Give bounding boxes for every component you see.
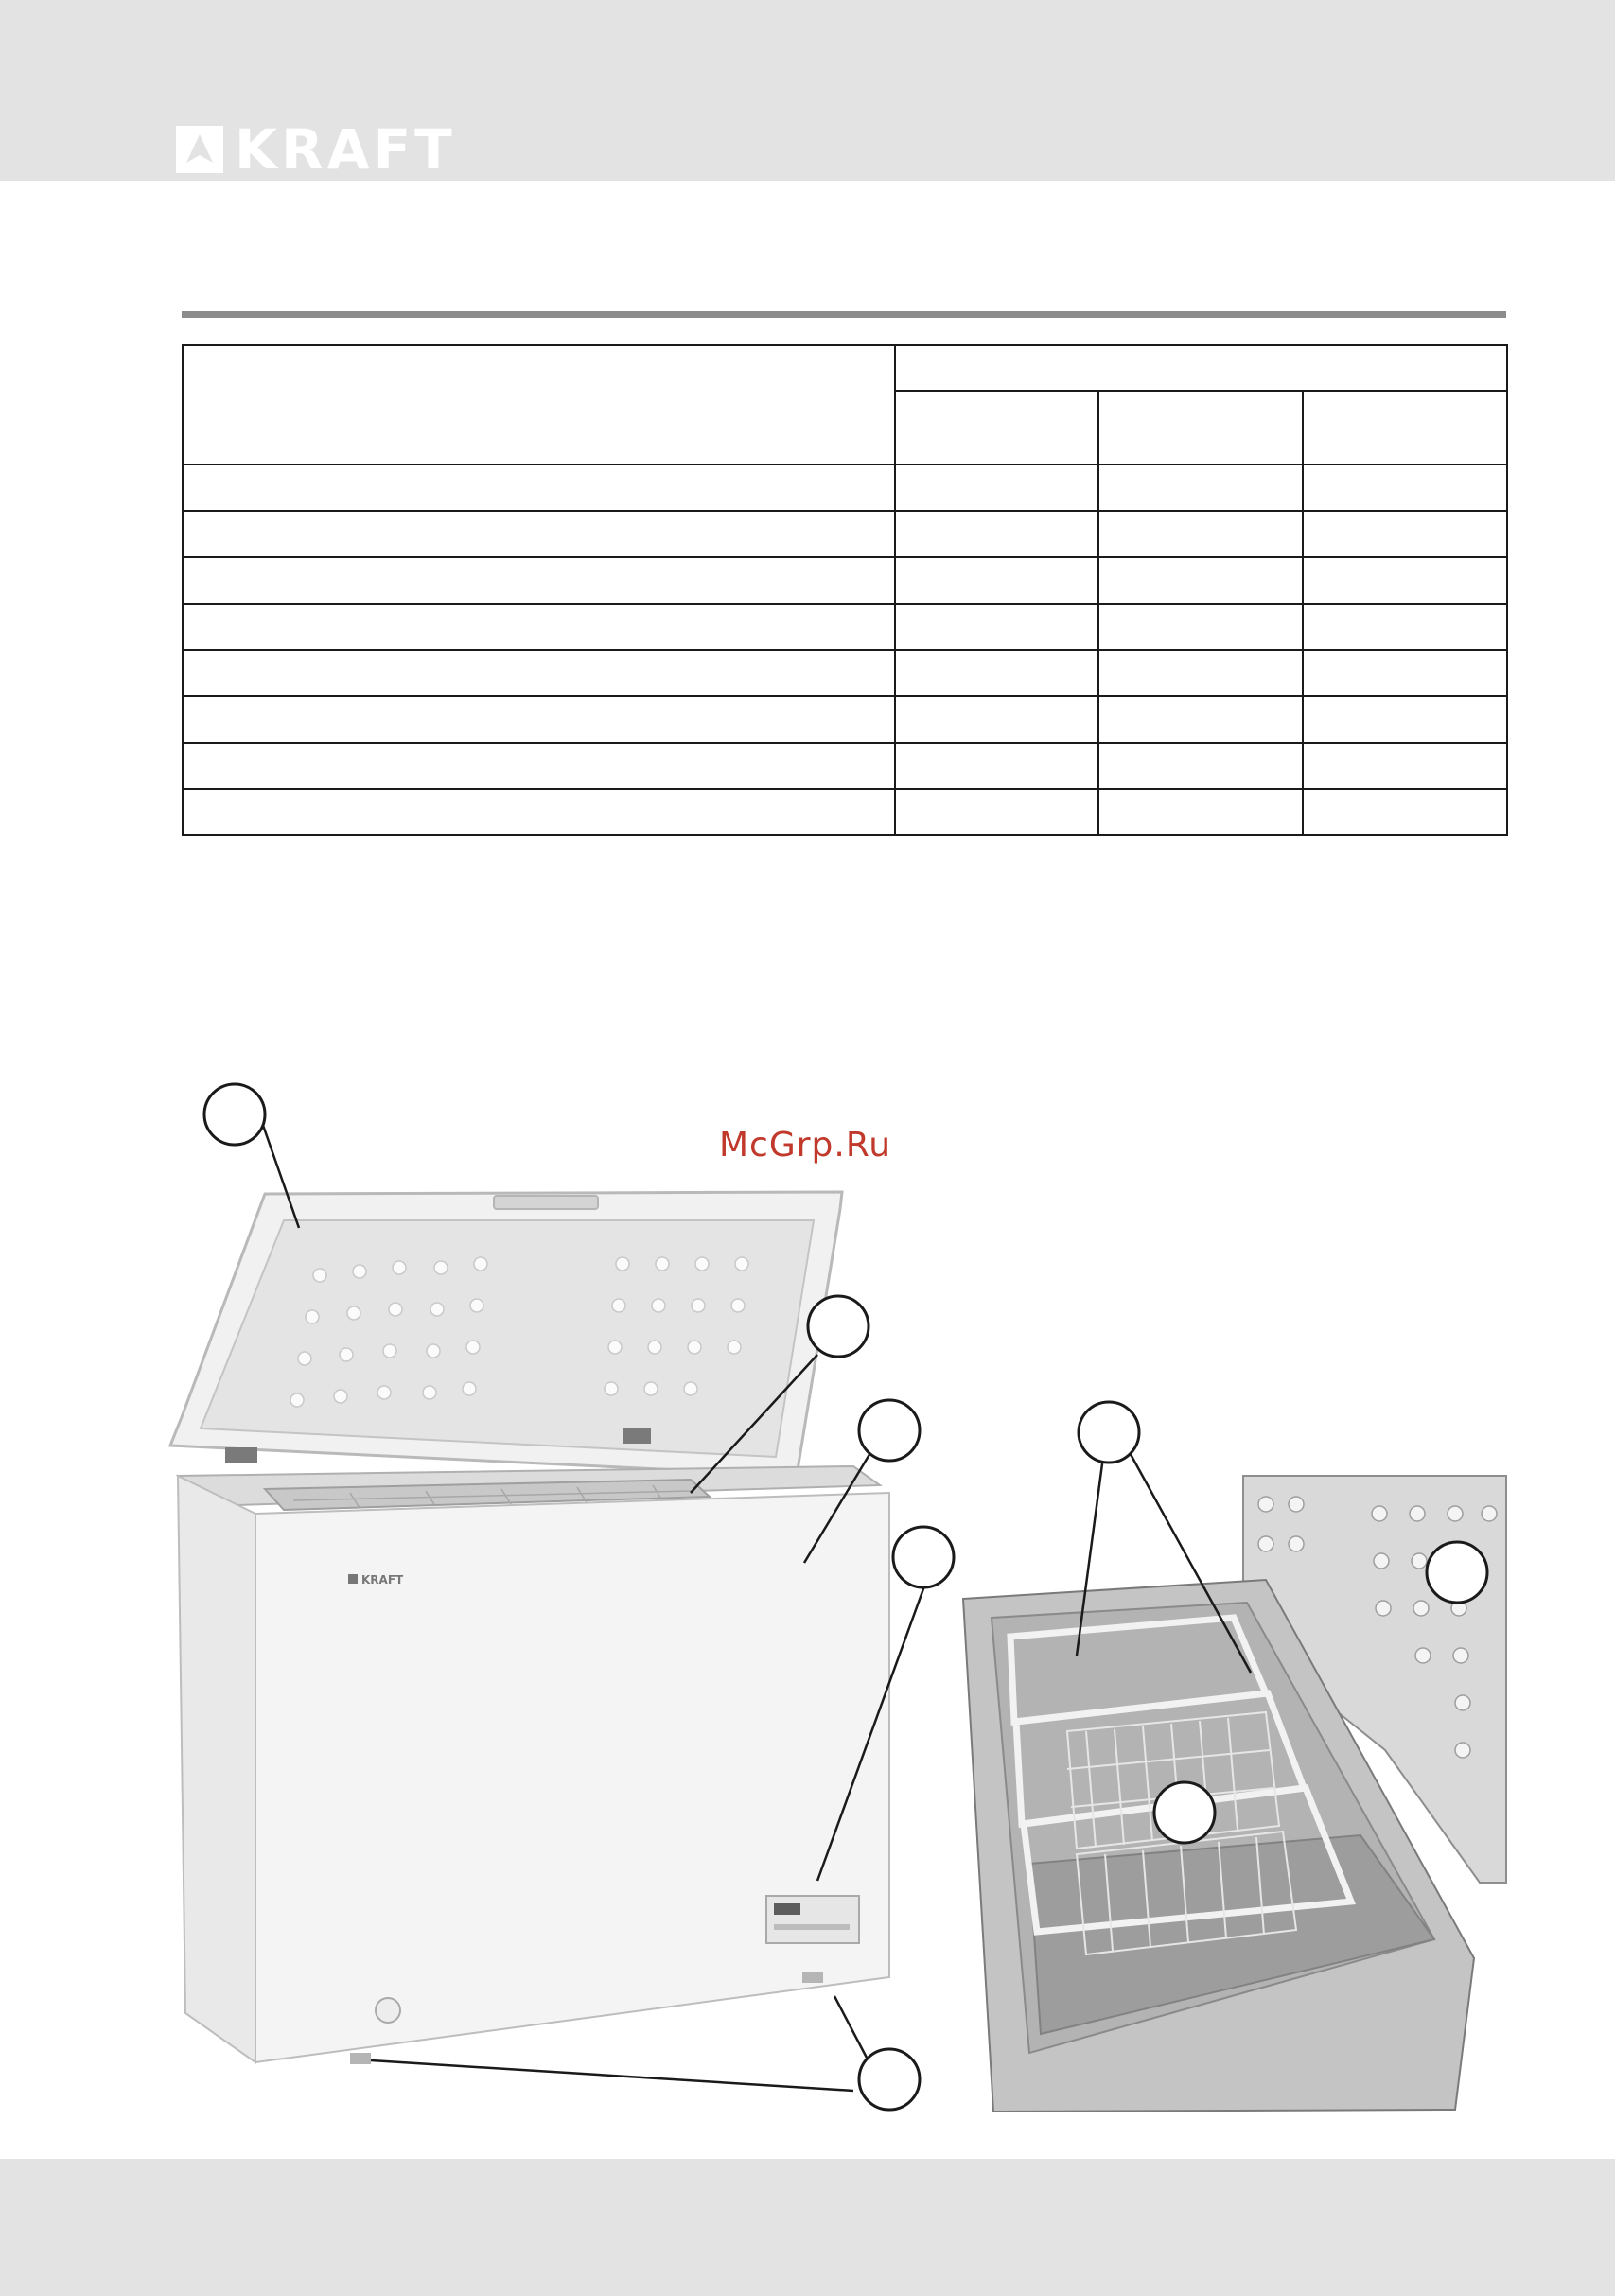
table-cell [1303,650,1507,696]
kraft-logo [176,117,456,182]
table-cell [895,464,1098,511]
section-rule [182,311,1506,318]
table-cell [1098,464,1303,511]
table-cell [183,557,895,604]
table-cell [1303,511,1507,557]
freezer-photo [161,1069,956,2124]
callout-circle [808,1296,869,1357]
table-cell [1303,464,1507,511]
table-cell [183,743,895,789]
freezer-lid [170,1192,842,1476]
brand-name: KRAFT [235,117,456,182]
spec-table [182,344,1508,836]
table-cell [1303,743,1507,789]
table-cell [895,511,1098,557]
watermark: McGrp.Ru [719,1126,892,1165]
table-row [183,743,1507,789]
callout-circle [1154,1782,1215,1843]
table-cell [183,696,895,743]
table-cell [183,604,895,650]
table-cell [895,650,1098,696]
kraft-logo-icon [176,126,223,173]
table-cell [895,604,1098,650]
callout-circle [1079,1402,1139,1463]
callout-circle [893,1527,954,1587]
front-brand-label: KRAFT [361,1573,404,1586]
table-cell [183,789,895,835]
table-cell [183,511,895,557]
table-header-cell [183,345,895,464]
callout-circle [204,1084,265,1145]
table-header-cell [895,345,1507,391]
front-logo-icon [348,1574,358,1584]
header-band [0,0,1615,181]
interior-photo [954,1107,1512,2117]
table-header-cell [895,391,1098,464]
table-cell [1098,743,1303,789]
table-header-cell [1098,391,1303,464]
table-cell [1098,557,1303,604]
table-row [183,464,1507,511]
table-cell [895,696,1098,743]
control-panel [766,1896,859,1943]
table-cell [183,650,895,696]
table-cell [1098,789,1303,835]
table-cell [895,743,1098,789]
table-cell [1303,789,1507,835]
table-cell [895,557,1098,604]
callout-circle [1427,1542,1487,1603]
table-cell [1303,604,1507,650]
table-cell [183,464,895,511]
table-row [183,789,1507,835]
table-row [183,511,1507,557]
table-row [183,650,1507,696]
callout-circle [859,2049,920,2110]
table-header-cell [1303,391,1507,464]
table-cell [1303,557,1507,604]
table-row [183,696,1507,743]
table-cell [1098,696,1303,743]
table-row [183,604,1507,650]
table-header-row [183,345,1507,391]
table-row [183,557,1507,604]
table-cell [1098,511,1303,557]
table-cell [1098,604,1303,650]
callout-circle [859,1400,920,1461]
footer-band [0,2159,1615,2296]
table-cell [895,789,1098,835]
table-cell [1303,696,1507,743]
table-cell [1098,650,1303,696]
